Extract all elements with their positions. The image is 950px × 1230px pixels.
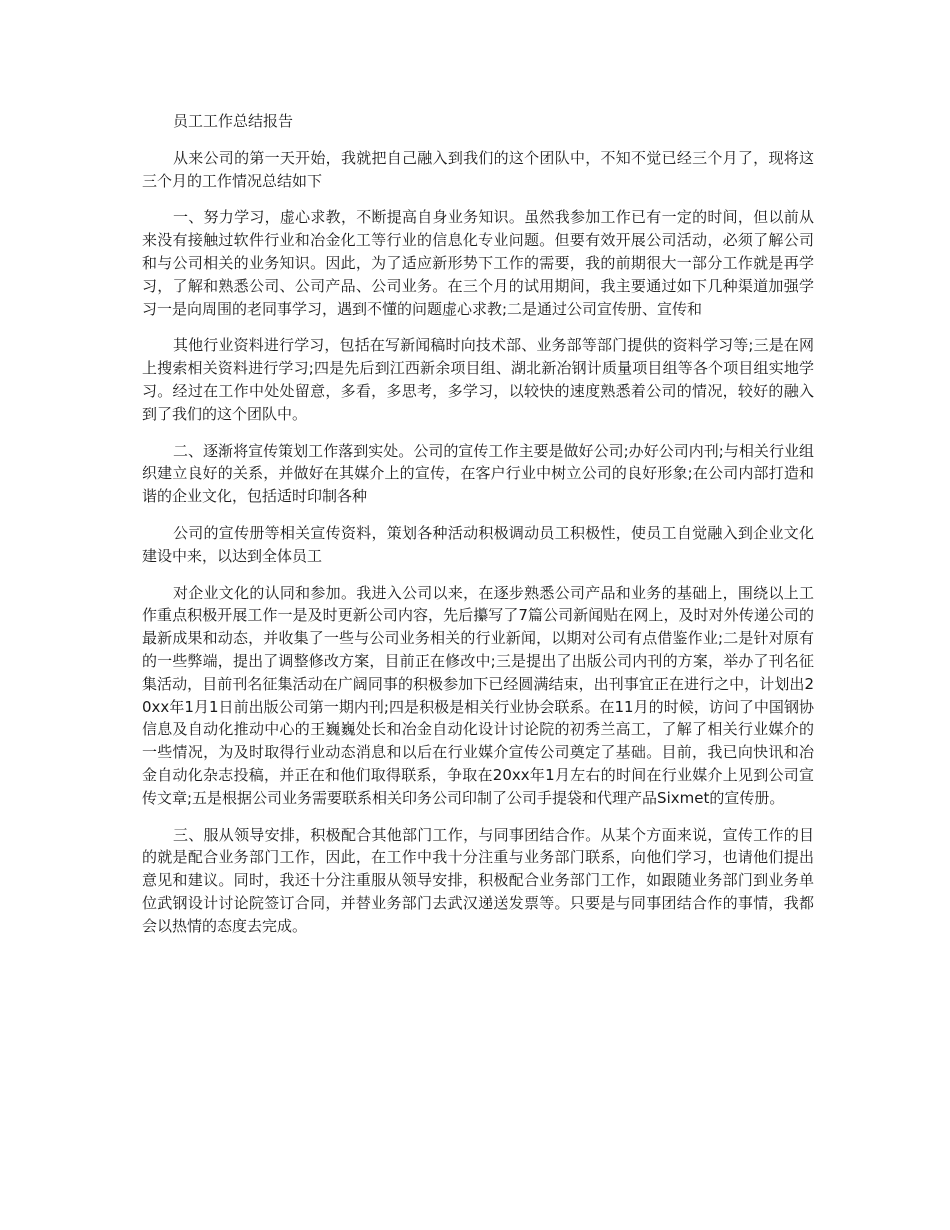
paragraph-learning-continued: 其他行业资料进行学习，包括在写新闻稿时向技术部、业务部等部门提供的资料学习等;三是在网上搜索相关资料进行学习;四是先后到江西新余项目组、湖北新冶钢计质量项目组等各个项目组实地学习。经过在工作中处处留意，多看，多思考，多学习，以较快的速度熟悉着公司的情况，较好的融入到了我们的这个团队中。 <box>142 336 814 423</box>
paragraph-cooperation: 三、服从领导安排，积极配合其他部门工作，与同事团结合作。从某个方面来说，宣传工作的目的就是配合业务部门工作，因此，在工作中我十分注重与业务部门联系，向他们学习，也请他们提出意见和建议。同时，我还十分注重服从领导安排，积极配合业务部门工作，如跟随业务部门到业务单位武钢设计讨论院签订合同，并替业务部门去武汉递送发票等。只要是与同事团结合作的事情，我都会以热情的态度去完成。 <box>142 825 814 935</box>
paragraph-publicity: 二、逐渐将宣传策划工作落到实处。公司的宣传工作主要是做好公司;办好公司内刊;与相关行业组织建立良好的关系，并做好在其媒介上的宣传，在客户行业中树立公司的良好形象;在公司内部打造和谐的企业文化，包括适时印制各种 <box>142 441 814 506</box>
paragraph-culture: 对企业文化的认同和参加。我进入公司以来，在逐步熟悉公司产品和业务的基础上，围绕以上工作重点积极开展工作一是及时更新公司内容，先后攥写了7篇公司新闻贴在网上，及时对外传递公司的最新成果和动态，并收集了一些与公司业务相关的行业新闻，以期对公司有点借鉴作业;二是针对原有的一些弊端，提出了调整修改方案，目前正在修改中;三是提出了出版公司内刊的方案，举办了刊名征集活动，目前刊名征集活动在广阔同事的积极参加下已经圆满结束，出刊事宜正在进行之中，计划出20xx年1月1日前出版公司第一期内刊;四是积极是相关行业协会联系。在11月的时候，访问了中国钢协信息及自动化推动中心的王巍巍处长和冶金自动化设计讨论院的初秀兰高工，了解了相关行业媒介的一些情况，为及时取得行业动态消息和以后在行业媒介宣传公司奠定了基础。目前，我已向快讯和冶金自动化杂志投稿，并正在和他们取得联系，争取在20xx年1月左右的时间在行业媒介上见到公司宣传文章;五是根据公司业务需要联系相关印务公司印制了公司手提袋和代理产品Sixmet的宣传册。 <box>142 583 814 807</box>
paragraph-intro: 从来公司的第一天开始，我就把自己融入到我们的这个团队中，不知不觉已经三个月了，现将这三个月的工作情况总结如下 <box>142 148 814 190</box>
document-page <box>142 110 814 952</box>
paragraph-learning: 一、努力学习，虚心求教，不断提高自身业务知识。虽然我参加工作已有一定的时间，但以前从来没有接触过软件行业和冶金化工等行业的信息化专业问题。但要有效开展公司活动，必须了解公司和与公司相关的业务知识。因此，为了适应新形势下工作的需要，我的前期很大一部分工作就是再学习，了解和熟悉公司、公司产品、公司业务。在三个月的试用期间，我主要通过如下几种渠道加强学习一是向周围的老同事学习，遇到不懂的问题虚心求教;二是通过公司宣传册、宣传和 <box>142 208 814 318</box>
paragraph-publicity-continued: 公司的宣传册等相关宣传资料，策划各种活动积极调动员工积极性，使员工自觉融入到企业文化建设中来，以达到全体员工 <box>142 523 814 565</box>
document-title: 员工工作总结报告 <box>173 112 294 130</box>
